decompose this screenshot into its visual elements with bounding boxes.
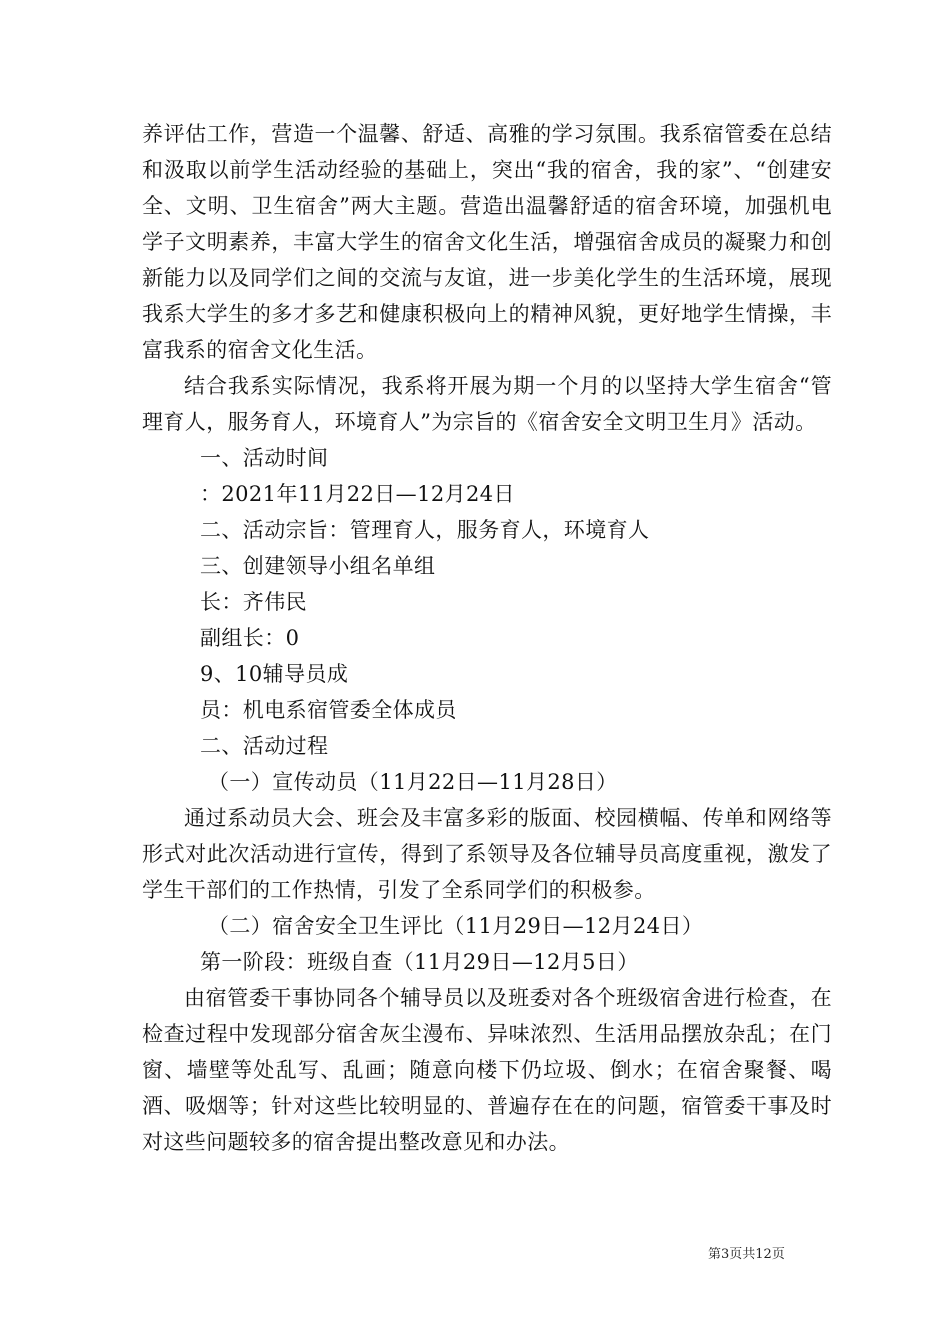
deputy-leader: 副组长：0 (200, 626, 300, 650)
member-list: 员：机电系宿管委全体成员 (200, 698, 457, 722)
heading-leadership-group: 三、创建领导小组名单组 (200, 554, 436, 578)
counselor-members: 9、10辅导员成 (200, 662, 349, 686)
paragraph-activity-purpose: 结合我系实际情况，我系将开展为期一个月的以坚持大学生宿舍“管理育人，服务育人，环境育人”为宗旨的《宿舍安全文明卫生月》活动。 (142, 374, 832, 434)
subheading-dorm-evaluation: （二）宿舍安全卫生评比（11月29日—12月24日） (208, 914, 704, 938)
document-body (142, 116, 832, 1160)
page-number: 第3页共12页 (708, 1247, 785, 1262)
paragraph-inspection: 由宿管委干事协同各个辅导员以及班委对各个班级宿舍进行检查，在检查过程中发现部分宿舍灰尘漫布、异味浓烈、生活用品摆放杂乱；在门窗、墙壁等处乱写、乱画；随意向楼下仍垃圾、倒水；在宿舍聚餐、喝酒、吸烟等；针对这些比较明显的、普遍存在在的问题，宿管委干事及时对这些问题较多的宿舍提出整改意见和办法。 (142, 986, 832, 1154)
paragraph-intro: 养评估工作，营造一个温馨、舒适、高雅的学习氛围。我系宿管委在总结和汲取以前学生活动经验的基础上，突出“我的宿舍，我的家”、“创建安全、文明、卫生宿舍”两大主题。营造出温馨舒适的宿舍环境，加强机电学子文明素养，丰富大学生的宿舍文化生活，增强宿舍成员的凝聚力和创新能力以及同学们之间的交流与友谊，进一步美化学生的生活环境，展现我系大学生的多才多艺和健康积极向上的精神风貌，更好地学生情操，丰富我系的宿舍文化生活。 (142, 122, 832, 362)
heading-activity-aim: 二、活动宗旨：管理育人，服务育人，环境育人 (200, 518, 650, 542)
activity-time-value: ：2021年11月22日—12月24日 (200, 482, 515, 506)
group-leader: 长：齐伟民 (200, 590, 307, 614)
heading-activity-process: 二、活动过程 (200, 734, 329, 758)
heading-activity-time: 一、活动时间 (200, 446, 329, 470)
stage-one-heading: 第一阶段：班级自查（11月29日—12月5日） (200, 950, 639, 974)
paragraph-publicity: 通过系动员大会、班会及丰富多彩的版面、校园横幅、传单和网络等形式对此次活动进行宣传，得到了系领导及各位辅导员高度重视，激发了学生干部们的工作热情，引发了全系同学们的积极参。 (142, 806, 832, 902)
subheading-publicity: （一）宣传动员（11月22日—11月28日） (208, 770, 618, 794)
